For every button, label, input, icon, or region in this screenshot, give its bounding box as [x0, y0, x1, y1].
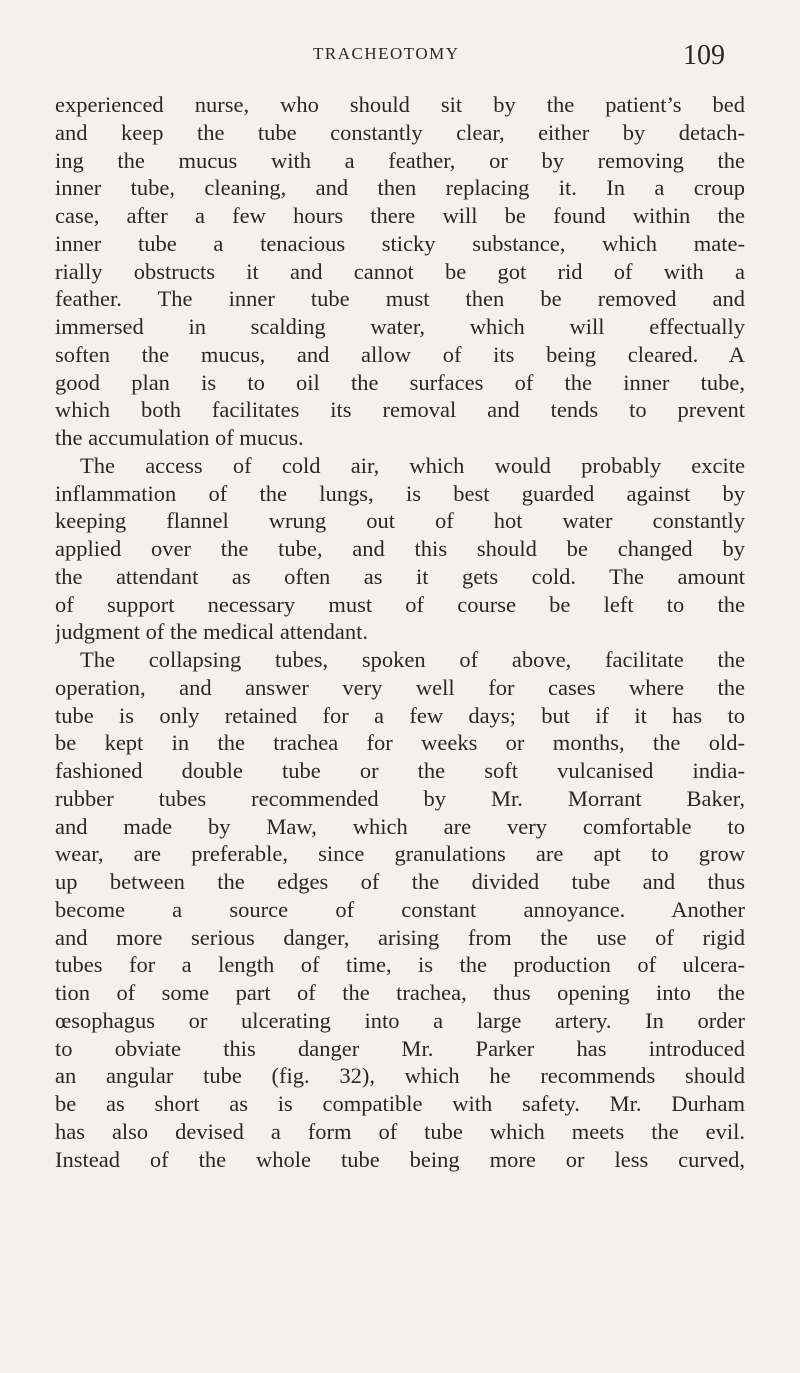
running-title: TRACHEOTOMY	[313, 44, 460, 63]
text-line: to obviate this danger Mr. Parker has introduced	[55, 1035, 745, 1061]
text-line: The access of cold air, which would probably excite	[80, 452, 745, 478]
text-line: has also devised a form of tube which meets the evil.	[55, 1118, 745, 1144]
text-line: The collapsing tubes, spoken of above, facilitate the	[80, 647, 745, 672]
text-line: the attendant as often as it gets cold. The amount	[55, 563, 745, 589]
text-line: judgment of the medical attendant.	[55, 619, 369, 645]
text-line: operation, and answer very well for cases where the	[55, 674, 745, 700]
text-line: good plan is to oil the surfaces of the inner tube,	[55, 369, 745, 395]
text-line: rubber tubes recommended by Mr. Morrant Baker,	[55, 785, 745, 811]
text-line: the accumulation of mucus.	[55, 425, 304, 450]
text-line: experienced nurse, who should sit by the patient’s bed	[55, 92, 745, 117]
text-line: inflammation of the lungs, is best guarded against by	[55, 480, 745, 506]
text-line: applied over the tube, and this should be changed by	[55, 536, 745, 561]
text-line: inner tube, cleaning, and then replacing it. In a croup	[55, 175, 745, 201]
text-line: up between the edges of the divided tube and thus	[55, 869, 745, 894]
text-line: rially obstructs it and cannot be got rid of with a	[55, 258, 745, 284]
text-line: of support necessary must of course be left to the	[55, 591, 745, 617]
text-line: feather. The inner tube must then be removed and	[55, 286, 745, 312]
text-line: fashioned double tube or the soft vulcanised india-	[55, 758, 745, 783]
text-line: wear, are preferable, since granulations are apt to grow	[55, 841, 745, 867]
text-line: Instead of the whole tube being more or less curved,	[55, 1146, 745, 1172]
text-line: ing the mucus with a feather, or by removing the	[55, 147, 745, 173]
text-line: œsophagus or ulcerating into a large artery. In order	[55, 1007, 745, 1033]
page-number: 109	[683, 40, 725, 71]
text-line: tubes for a length of time, is the production of ulcera-	[55, 952, 745, 978]
text-line: be as short as is compatible with safety. Mr. Durham	[55, 1091, 745, 1116]
text-line: inner tube a tenacious sticky substance, which mate-	[55, 230, 745, 256]
text-line: and keep the tube constantly clear, either by detach-	[55, 119, 745, 145]
text-line: which both facilitates its removal and tends to prevent	[55, 397, 745, 423]
text-line: and made by Maw, which are very comfortable to	[55, 813, 745, 839]
text-line: immersed in scalding water, which will effectually	[55, 314, 745, 339]
text-line: an angular tube (fig. 32), which he recommends should	[55, 1063, 745, 1089]
text-line: keeping flannel wrung out of hot water constantly	[55, 508, 745, 534]
text-line: and more serious danger, arising from the use of rigid	[55, 924, 745, 950]
running-head	[0, 40, 800, 80]
text-line: tion of some part of the trachea, thus opening into the	[55, 980, 745, 1005]
text-line: case, after a few hours there will be found within the	[55, 203, 745, 228]
text-line: become a source of constant annoyance. Another	[55, 896, 745, 922]
text-line: tube is only retained for a few days; but if it has to	[55, 702, 745, 728]
body-text	[55, 91, 745, 1173]
text-line: be kept in the trachea for weeks or months, the old-	[55, 730, 745, 756]
text-line: soften the mucus, and allow of its being cleared. A	[55, 341, 745, 367]
